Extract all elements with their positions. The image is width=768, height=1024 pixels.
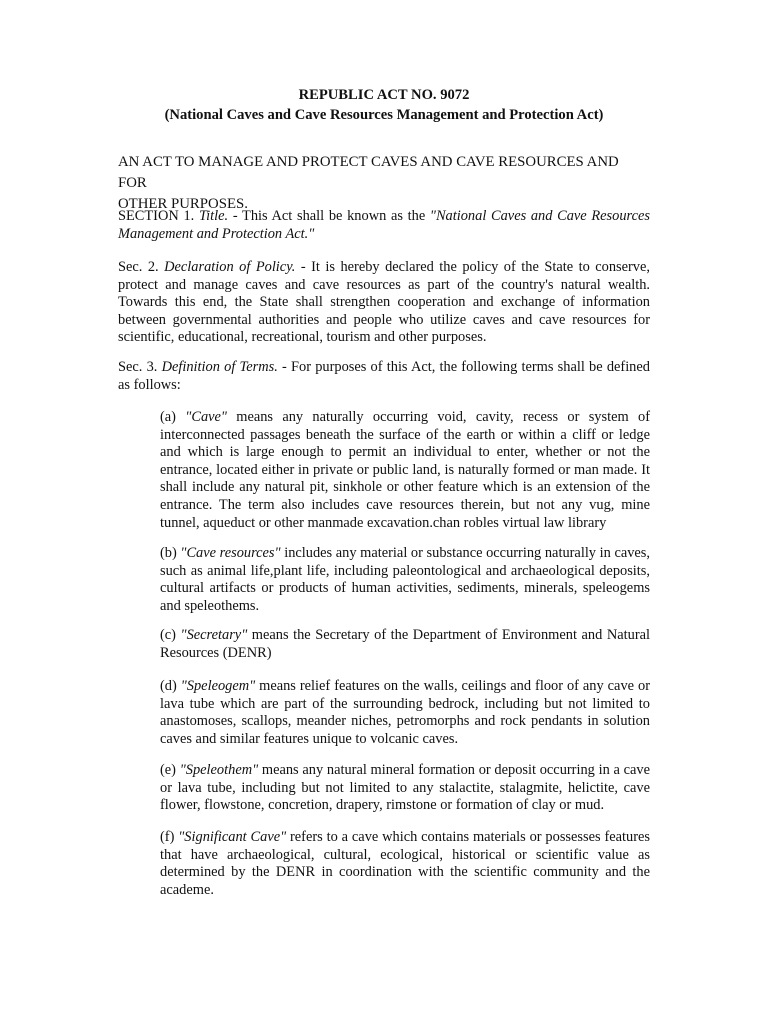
act-heading-line-2: OTHER PURPOSES. — [118, 196, 248, 212]
definition-text: means any natural mineral formation or deposit occurring in a cave or lava tube, including but not limited to any stalactite, stalagmite, helictite, cave flower, flowstone, concretion, drapery, rimstone or formation of clay or mud. — [160, 762, 650, 814]
definition-text: means the Secretary of the Department of Environment and Natural Resources (DENR) — [160, 627, 650, 661]
definition-text: means any naturally occurring void, cavity, recess or system of interconnected passages beneath the surface of the earth or within a cliff or ledge and which is large enough to permit an individual to enter, whether or not the entrance, located either in private or public land, is naturally formed or man made. It shall include any natural pit, sinkhole or other feature which is an extension of the entrance. The term also includes cave resources therein, but not any vug, mine tunnel, aqueduct or other manmade excavation.chan robles virtual law library — [160, 409, 650, 531]
section-3-text: - For purposes of this Act, the following terms shall be defined as follows: — [118, 359, 650, 393]
definition-a — [160, 409, 650, 532]
definition-letter: (b) — [160, 545, 177, 561]
definition-b — [160, 545, 650, 615]
act-number: REPUBLIC ACT NO. 9072 — [298, 87, 470, 103]
act-name: (National Caves and Cave Resources Management and Protection Act) — [164, 107, 604, 123]
act-heading — [118, 152, 650, 215]
definition-term: "Significant Cave" — [178, 829, 287, 845]
definition-term: "Cave resources" — [180, 545, 281, 561]
section-3 — [118, 359, 650, 394]
definition-term: "Secretary" — [180, 627, 248, 643]
definition-letter: (f) — [160, 829, 175, 845]
act-heading-line-1: AN ACT TO MANAGE AND PROTECT CAVES AND CAVE RESOURCES AND FOR — [118, 154, 619, 191]
definition-letter: (d) — [160, 678, 177, 694]
definition-f — [160, 829, 650, 899]
definition-text: means relief features on the walls, ceilings and floor of any cave or lava tube which are part of the surrounding bedrock, including but not limited to anastomoses, scallops, meander niches, petromorphs and rock pendants in solution caves and similar features unique to volcanic caves. — [160, 678, 650, 747]
definition-term: "Speleogem" — [180, 678, 256, 694]
definition-letter: (e) — [160, 762, 176, 778]
definition-text: refers to a cave which contains materials or possesses features that have archaeological, cultural, ecological, historical or scientific value as determined by the DENR in coordination with the scientific community and the academe. — [160, 829, 650, 898]
section-3-label: Sec. 3. — [118, 359, 158, 375]
definition-letter: (c) — [160, 627, 176, 643]
section-1-act-name: "National Caves and Cave Resources Management and Protection Act." — [118, 208, 650, 242]
definition-text: includes any material or substance occurring naturally in caves, such as animal life,plant life, including paleontological and archaeological deposits, cultural artifacts or products of human activities, sediments, minerals, speleogems and speleothems. — [160, 545, 650, 614]
section-2-text: - It is hereby declared the policy of the State to conserve, protect and manage caves and cave resources as part of the country's natural wealth. Towards this end, the State shall strengthen cooperation and exchange of information between governmental authorities and people who utilize caves and cave resources for scientific, educational, recreational, tourism and other purposes. — [118, 259, 650, 346]
document-title — [118, 85, 650, 125]
definition-letter: (a) — [160, 409, 176, 425]
definition-d — [160, 678, 650, 748]
section-3-title: Definition of Terms. — [161, 359, 278, 375]
definition-term: "Cave" — [185, 409, 227, 425]
section-1-title: Title. — [198, 208, 229, 224]
section-2-title: Declaration of Policy. — [164, 259, 296, 275]
definition-c — [160, 627, 650, 662]
section-1-label: SECTION 1. — [118, 208, 195, 224]
section-2-label: Sec. 2. — [118, 259, 159, 275]
definition-e — [160, 762, 650, 815]
section-1-text: - This Act shall be known as the — [228, 208, 430, 224]
section-1 — [118, 208, 650, 243]
section-2 — [118, 259, 650, 347]
definition-term: "Speleothem" — [179, 762, 259, 778]
